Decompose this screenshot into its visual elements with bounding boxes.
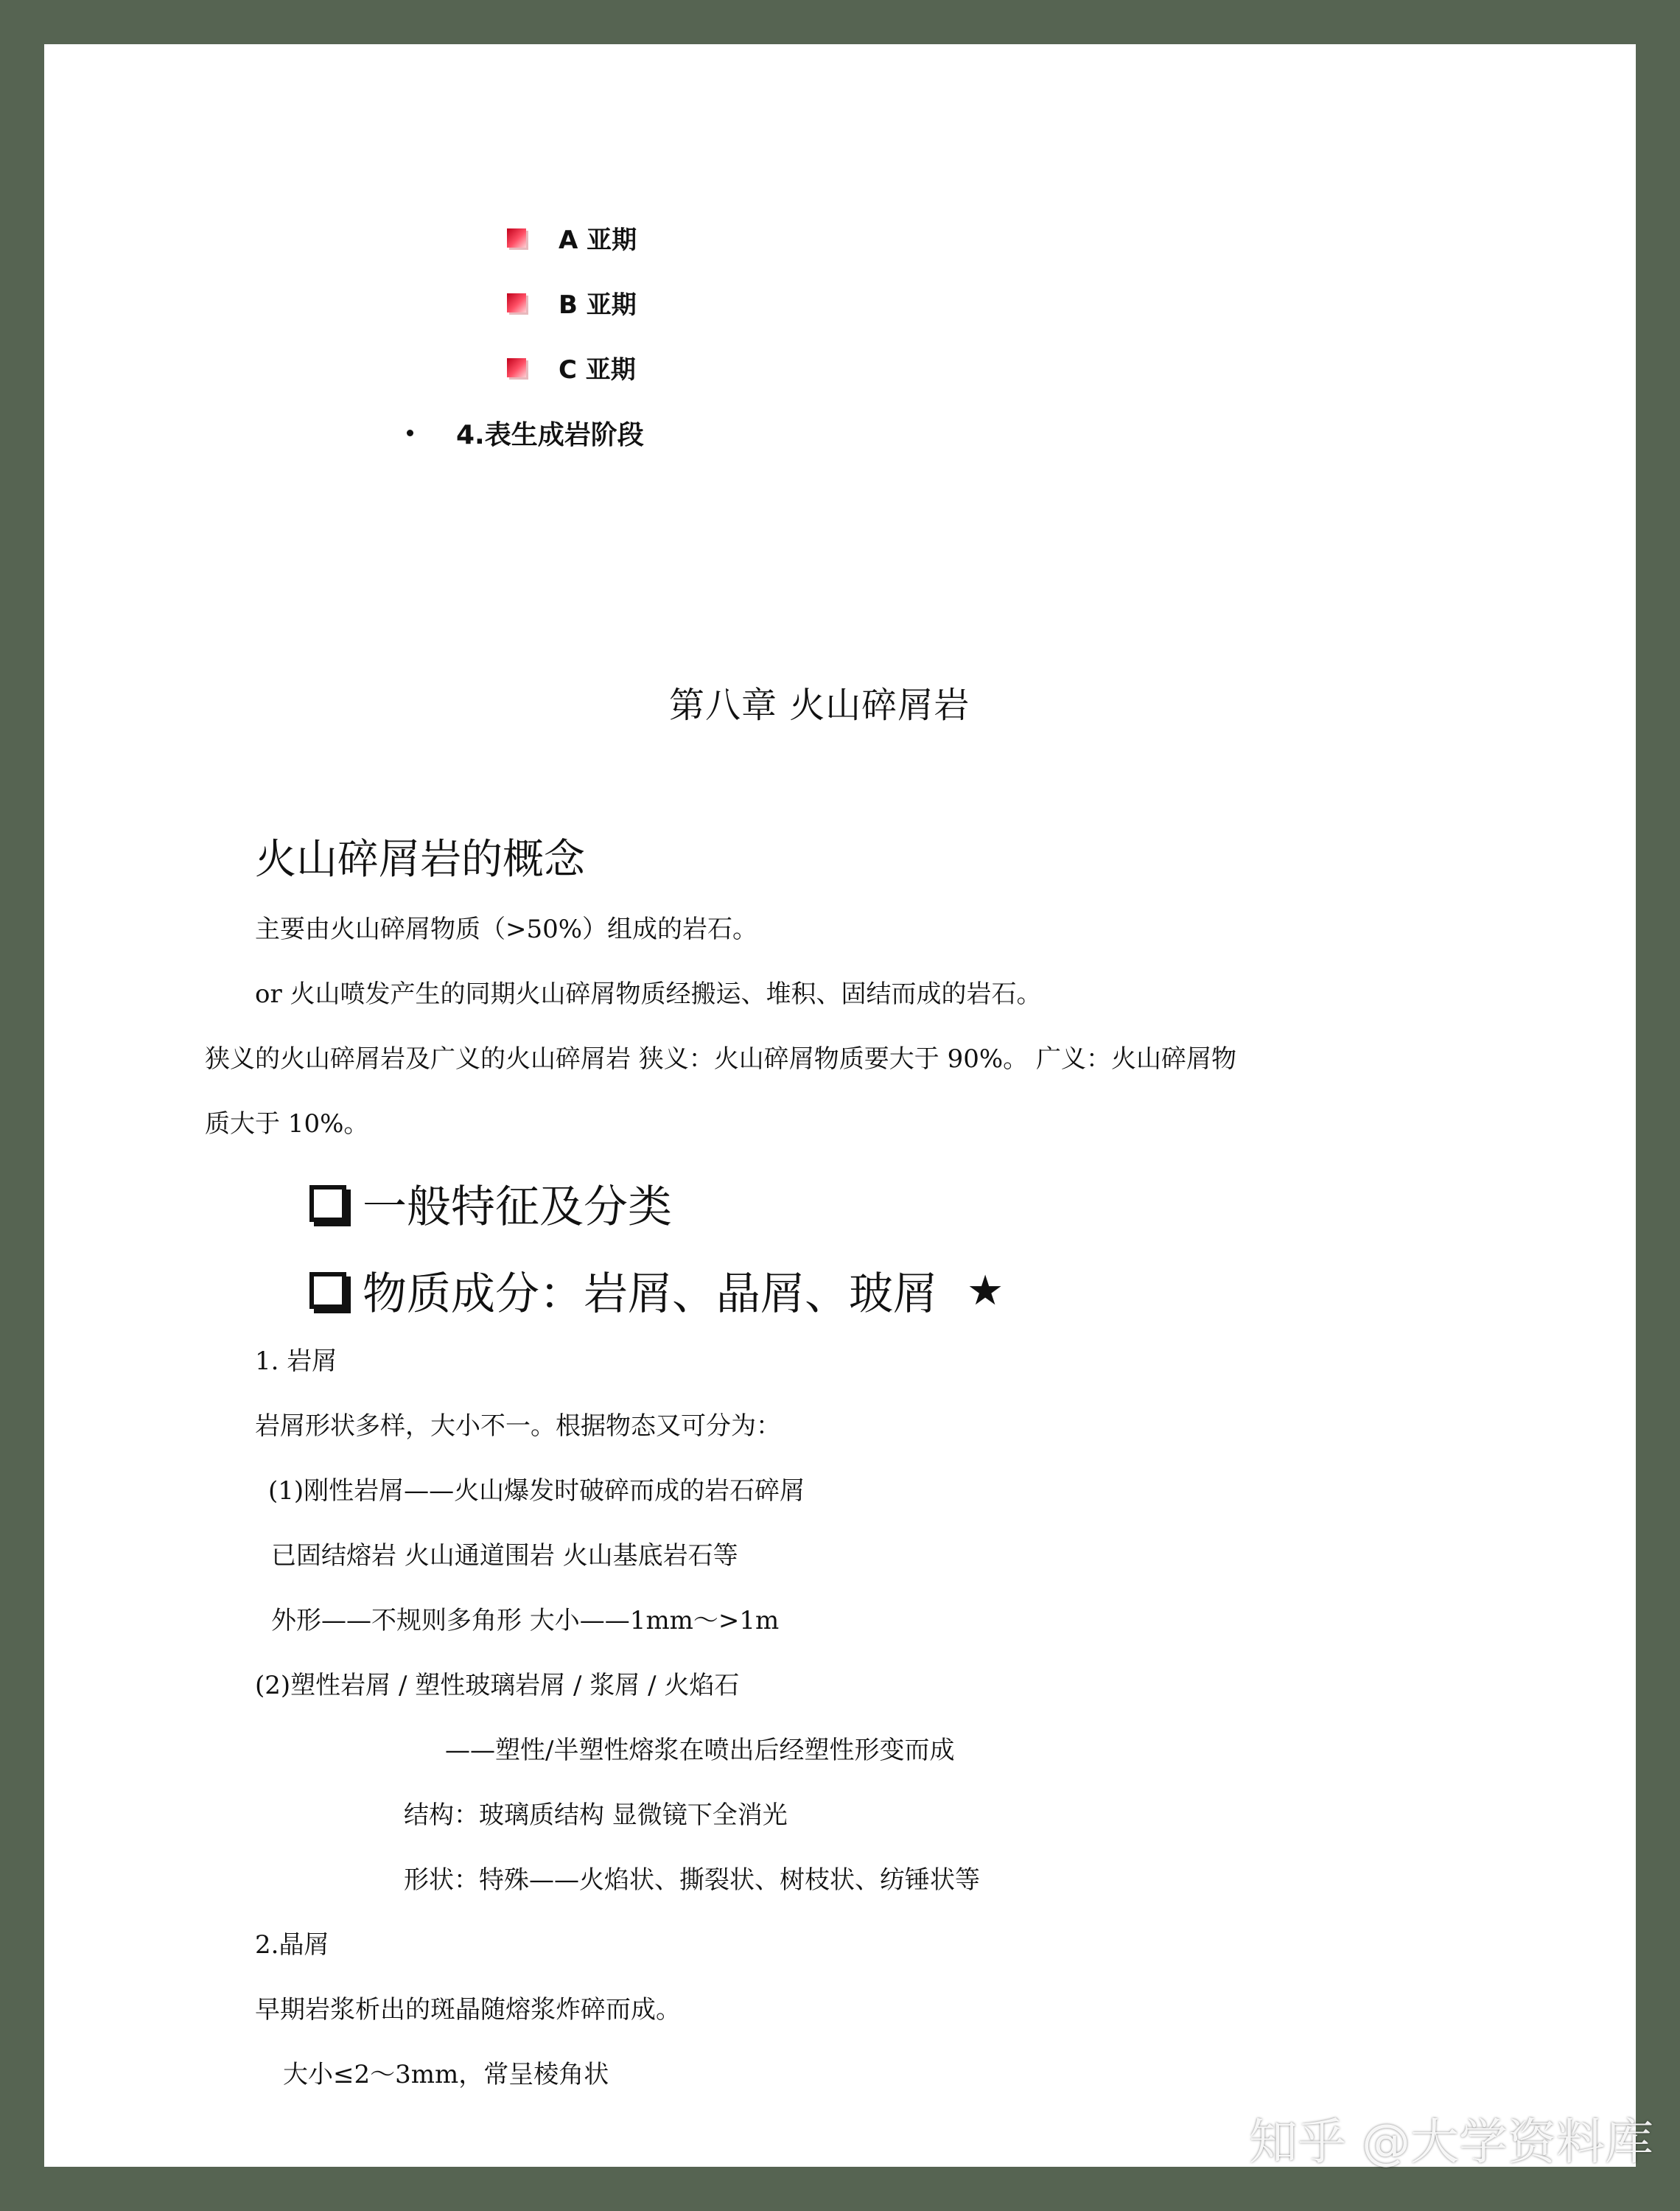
outline-item-label: 4.表生成岩阶段 xyxy=(456,420,644,450)
section-heading-composition xyxy=(309,1259,1004,1322)
outline-subitem-b xyxy=(507,284,637,321)
checkbox-square-icon xyxy=(309,1185,346,1222)
dot-bullet-icon xyxy=(407,430,413,436)
paragraph: 质大于 10%。 xyxy=(205,1109,369,1139)
red-square-bullet-icon xyxy=(507,358,526,377)
section-heading-concept: 火山碎屑岩的概念 xyxy=(255,836,585,884)
paragraph: 已固结熔岩 火山通道围岩 火山基底岩石等 xyxy=(271,1541,738,1571)
red-square-bullet-icon xyxy=(507,228,526,248)
paragraph: 主要由火山碎屑物质（>50%）组成的岩石。 xyxy=(255,915,758,944)
paragraph: 狭义的火山碎屑岩及广义的火山碎屑岩 狭义：火山碎屑物质要大于 90%。 广义：火山碎屑物 xyxy=(205,1044,1236,1074)
paragraph: (1)刚性岩屑——火山爆发时破碎而成的岩石碎屑 xyxy=(268,1476,805,1506)
outline-subitem-label: A 亚期 xyxy=(559,226,637,255)
watermark: 知乎 @大学资料库 xyxy=(1249,2114,1653,2170)
paragraph: 结构：玻璃质结构 显微镜下全消光 xyxy=(404,1800,788,1830)
outline-subitem-label: C 亚期 xyxy=(559,355,636,385)
outline-subitem-label: B 亚期 xyxy=(559,290,637,320)
paragraph: 大小≤2～3mm，常呈棱角状 xyxy=(283,2060,609,2089)
section-heading-label: 一般特征及分类 xyxy=(363,1181,672,1233)
subsection-title: 2.晶屑 xyxy=(255,1930,329,1960)
section-heading-general xyxy=(309,1172,672,1235)
paragraph: or 火山喷发产生的同期火山碎屑物质经搬运、堆积、固结而成的岩石。 xyxy=(255,979,1042,1009)
document-page xyxy=(44,44,1636,2167)
paragraph: ——塑性/半塑性熔浆在喷出后经塑性形变而成 xyxy=(445,1736,955,1765)
subsection-title: 1. 岩屑 xyxy=(255,1346,337,1376)
star-icon: ★ xyxy=(967,1266,1004,1315)
paragraph: 岩屑形状多样，大小不一。根据物态又可分为： xyxy=(255,1411,781,1441)
section-heading-label: 物质成分：岩屑、晶屑、玻屑 xyxy=(363,1268,937,1320)
paragraph: (2)塑性岩屑 / 塑性玻璃岩屑 / 浆屑 / 火焰石 xyxy=(255,1671,740,1700)
checkbox-square-icon xyxy=(309,1272,346,1309)
chapter-title: 第八章 火山碎屑岩 xyxy=(669,685,970,726)
paragraph: 外形——不规则多角形 大小——1mm～>1m xyxy=(271,1606,780,1635)
paragraph: 早期岩浆析出的斑晶随熔浆炸碎而成。 xyxy=(255,1995,681,2025)
paragraph: 形状：特殊——火焰状、撕裂状、树枝状、纺锤状等 xyxy=(404,1865,980,1895)
outline-item-stage4 xyxy=(407,414,644,452)
red-square-bullet-icon xyxy=(507,293,526,312)
outline-subitem-a xyxy=(507,220,637,256)
outline-subitem-c xyxy=(507,349,636,385)
